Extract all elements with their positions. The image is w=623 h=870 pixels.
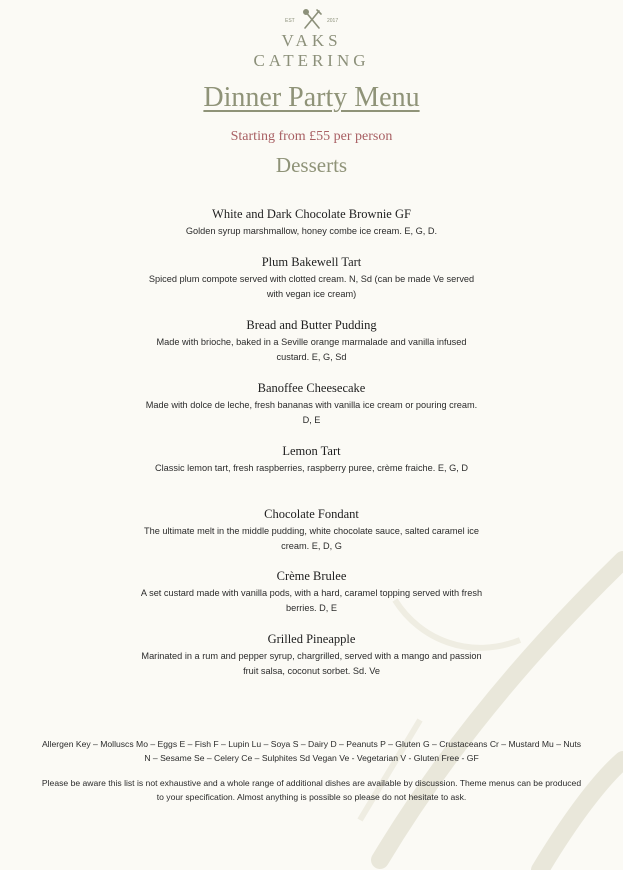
dish-description: Made with brioche, baked in a Seville orange marmalade and vanilla infused custard. E, G, Sd (156, 337, 467, 362)
dish-description: Marinated in a rum and pepper syrup, chargrilled, served with a mango and passion fruit salsa, coconut sorbet. Sd. Ve (141, 651, 482, 676)
dish-name: Chocolate Fondant (264, 507, 359, 521)
dish-item (140, 380, 483, 428)
est-label: EST (284, 18, 295, 24)
dish-name: Banoffee Cheesecake (257, 381, 366, 395)
dish-item (140, 443, 483, 476)
brand-name-line2: CATERING (253, 51, 370, 70)
dish-item (140, 568, 483, 616)
dish-name: Crème Brulee (276, 569, 347, 583)
section-heading: Desserts (275, 153, 348, 177)
brand-name-line1: VAKS (281, 31, 342, 50)
dish-name: Bread and Butter Pudding (246, 318, 377, 332)
dish-item (140, 317, 483, 365)
est-year: 2017 (326, 18, 338, 24)
dish-item (140, 506, 483, 554)
dish-description: Made with dolce de leche, fresh bananas with vanilla ice cream or pouring cream. D, E (145, 400, 478, 425)
dish-description: Spiced plum compote served with clotted cream. N, Sd (can be made Ve served with vegan ice cream) (148, 274, 475, 299)
dish-item (140, 631, 483, 679)
page-title: Dinner Party Menu (203, 82, 420, 113)
dish-name: White and Dark Chocolate Brownie GF (212, 207, 411, 221)
disclaimer-note: Please be aware this list is not exhaustive and a whole range of additional dishes are available by discussion. Theme menus can be produced to your specification. Almost anything is possible so please do not hesitate to ask. (41, 778, 582, 802)
allergen-key: Allergen Key – Molluscs Mo – Eggs E – Fish F – Lupin Lu – Soya S – Dairy D – Peanuts P – Gluten G – Crustaceans Cr – Mustard Mu – Nuts N – Sesame Se – Celery Ce – Sulphites Sd Vegan Ve - Vegetarian V - Gluten Free - GF (41, 739, 582, 763)
price-note: Starting from £55 per person (230, 129, 393, 144)
dish-item (140, 206, 483, 239)
dish-description: Classic lemon tart, fresh raspberries, raspberry puree, crème fraiche. E, G, D (155, 463, 468, 473)
dish-description: A set custard made with vanilla pods, with a hard, caramel topping served with fresh berries. D, E (140, 588, 483, 613)
dish-description: The ultimate melt in the middle pudding, white chocolate sauce, salted caramel ice cream. E, D, G (143, 526, 479, 551)
dish-item (140, 254, 483, 302)
brand-logo (0, 8, 623, 70)
dish-description: Golden syrup marshmallow, honey combe ice cream. E, G, D. (185, 226, 438, 236)
dish-name: Grilled Pineapple (267, 632, 356, 646)
dish-name: Plum Bakewell Tart (261, 255, 362, 269)
crossed-utensils-icon (277, 8, 347, 30)
dish-name: Lemon Tart (282, 444, 341, 458)
